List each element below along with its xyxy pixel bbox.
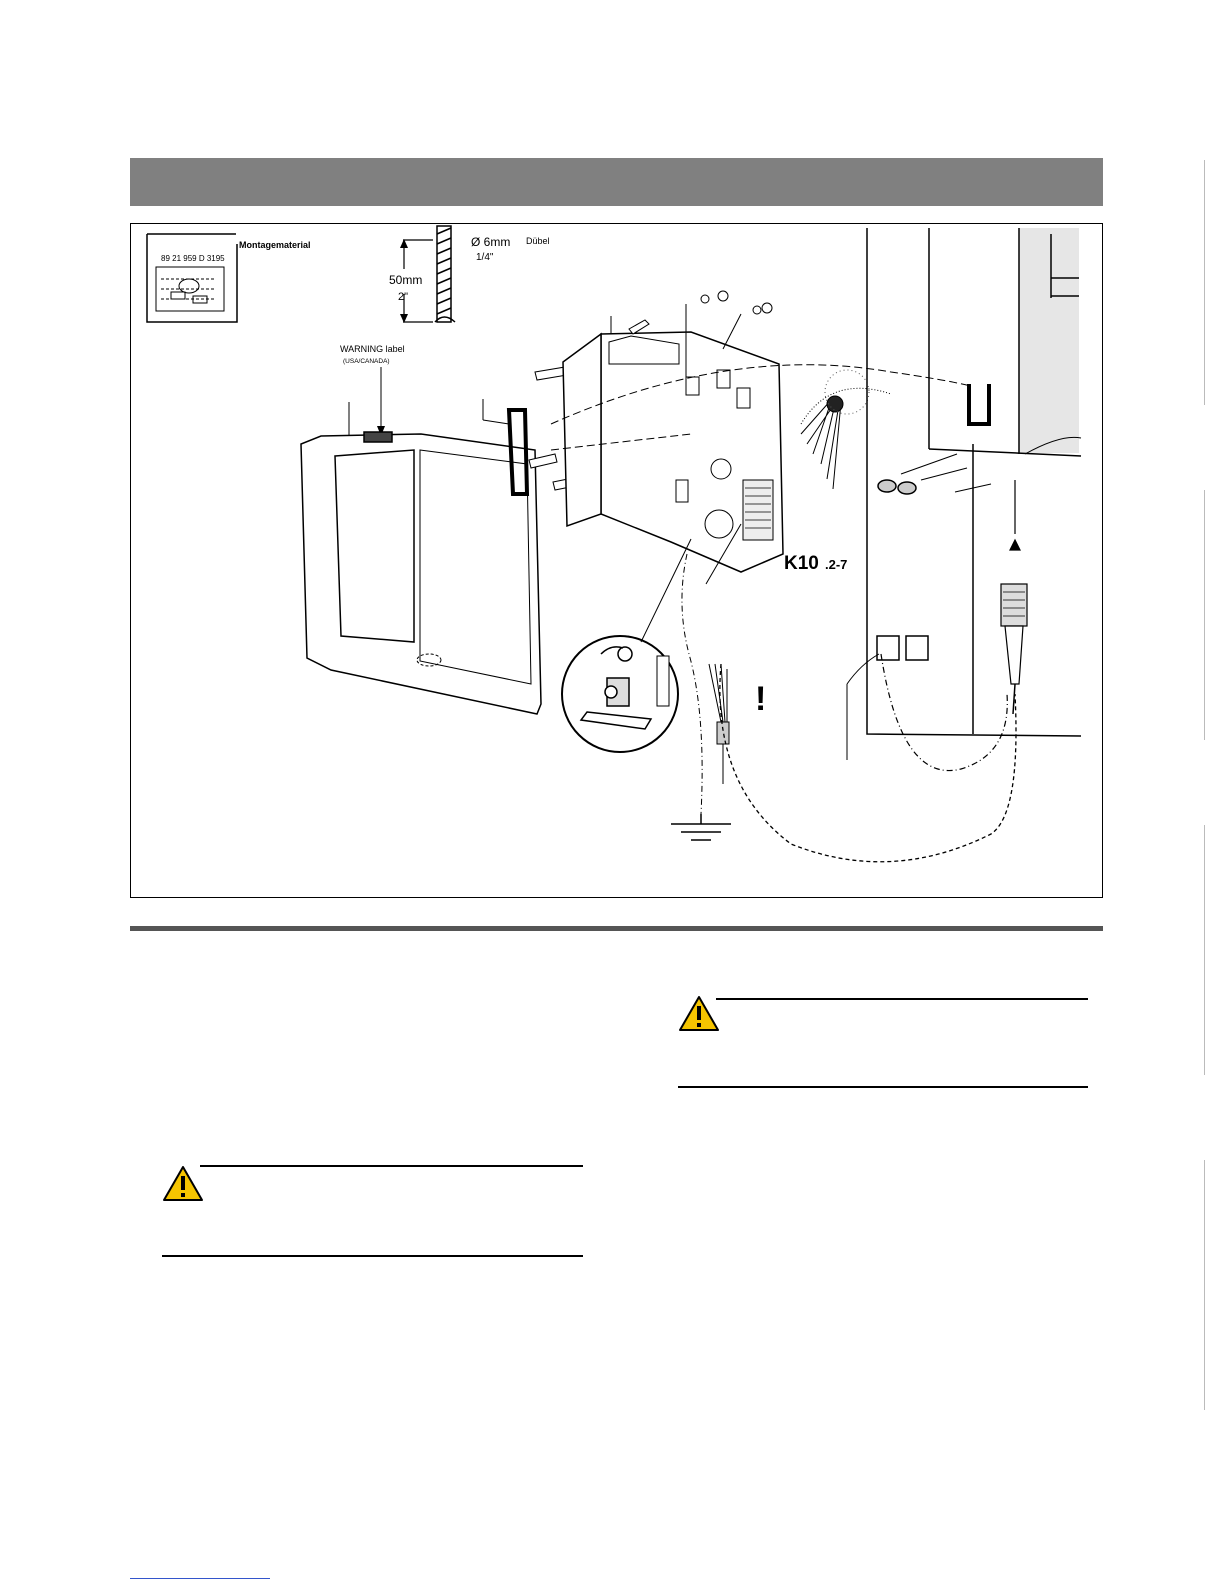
dowel-diameter-label: Ø 6mm xyxy=(471,235,511,249)
footer-link-underline[interactable] xyxy=(130,1578,270,1579)
warning-triangle-icon xyxy=(678,995,720,1033)
cable-end xyxy=(709,664,729,784)
caution-block-left xyxy=(162,1165,583,1260)
section-header-bar xyxy=(130,158,1103,206)
ground-symbol-icon xyxy=(671,814,731,840)
caution-block-right xyxy=(678,995,1088,1090)
dowel-label: Dübel xyxy=(526,236,550,246)
installation-figure xyxy=(130,223,1103,898)
warning-label-text: WARNING label xyxy=(340,344,405,354)
part-number-label: 89 21 959 D 3195 xyxy=(161,254,225,263)
section-divider xyxy=(130,926,1103,931)
drill-depth-illustration xyxy=(389,226,550,323)
attention-mark: ! xyxy=(755,680,767,718)
depth-inch-label: 2" xyxy=(398,291,409,303)
front-cover xyxy=(301,402,541,714)
warning-region-text: (USA/CANADA) xyxy=(343,358,390,365)
edge-tab-mark xyxy=(1204,825,1205,1075)
mounting-material-box xyxy=(147,234,311,322)
dowel-inch-label: 1/4" xyxy=(476,252,494,263)
wire-bundle xyxy=(801,370,891,489)
edge-tab-mark xyxy=(1204,1160,1205,1410)
mount-material-label: Montagematerial xyxy=(239,240,311,250)
detail-zoom-circle xyxy=(562,636,678,752)
warning-triangle-icon xyxy=(162,1165,204,1203)
edge-tab-mark xyxy=(1204,490,1205,740)
depth-mm-label: 50mm xyxy=(389,273,423,287)
cabinet-wall xyxy=(867,228,1081,736)
terminal-suffix: .2-7 xyxy=(825,557,848,572)
terminal-code: K10 xyxy=(784,553,819,574)
connector-plug xyxy=(1001,480,1027,714)
installation-diagram xyxy=(131,224,1101,896)
edge-tab-mark xyxy=(1204,160,1205,405)
